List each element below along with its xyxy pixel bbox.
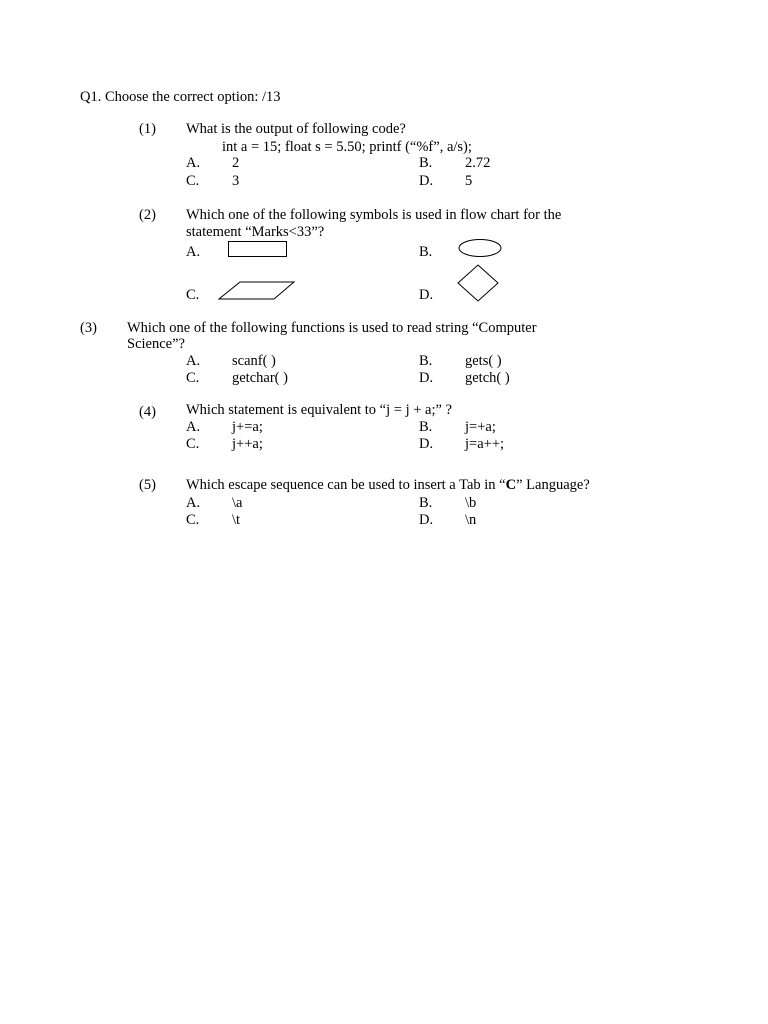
question-text: What is the output of following code?: [186, 121, 406, 137]
option-value: \t: [232, 512, 241, 528]
option-value: j=a++;: [465, 436, 505, 452]
option-letter: B.: [419, 244, 433, 260]
question-number: (4): [139, 404, 156, 420]
option-letter: B.: [419, 419, 433, 435]
question-number: (2): [139, 207, 156, 223]
option-letter: B.: [419, 353, 433, 369]
code-snippet: int a = 15; float s = 5.50; printf (“%f”, a/s);: [222, 139, 472, 155]
question-text: Which one of the following symbols is used in flow chart for the: [186, 207, 562, 223]
option-value: 2.72: [465, 155, 491, 171]
language-name: C: [505, 477, 517, 493]
parallelogram-io-symbol: [216, 279, 298, 303]
option-letter: C.: [186, 287, 200, 303]
option-value: j++a;: [232, 436, 263, 452]
option-value: 3: [232, 173, 240, 189]
question-text-part: ” Language?: [516, 477, 590, 493]
ellipse-terminal-symbol: [456, 237, 504, 259]
option-value: scanf( ): [232, 353, 276, 369]
option-letter: A.: [186, 495, 201, 511]
option-letter: A.: [186, 155, 201, 171]
option-letter: A.: [186, 244, 201, 260]
option-letter: B.: [419, 155, 433, 171]
option-value: gets( ): [465, 353, 502, 369]
question-text: [186, 477, 590, 493]
option-letter: D.: [419, 173, 434, 189]
option-value: getch( ): [465, 370, 510, 386]
option-value: 2: [232, 155, 240, 171]
option-letter: C.: [186, 370, 200, 386]
question-number: (3): [80, 320, 97, 336]
option-value: j+=a;: [232, 419, 263, 435]
question-text: statement “Marks<33”?: [186, 224, 325, 240]
question-number: (1): [139, 121, 156, 137]
question-text: Which statement is equivalent to “j = j + a;” ?: [186, 402, 452, 418]
quiz-header: Q1. Choose the correct option: /13: [80, 89, 281, 105]
option-value: j=+a;: [465, 419, 496, 435]
option-letter: B.: [419, 495, 433, 511]
diamond-decision-symbol: [455, 263, 501, 303]
question-number: (5): [139, 477, 156, 493]
question-text: Which one of the following functions is used to read string “Computer: [127, 320, 537, 336]
option-letter: D.: [419, 370, 434, 386]
option-letter: A.: [186, 353, 201, 369]
rectangle-process-symbol: [226, 239, 290, 259]
question-text: Science”?: [127, 336, 185, 352]
option-letter: D.: [419, 436, 434, 452]
option-value: getchar( ): [232, 370, 288, 386]
option-value: \b: [465, 495, 477, 511]
option-letter: C.: [186, 512, 200, 528]
option-letter: A.: [186, 419, 201, 435]
option-letter: D.: [419, 512, 434, 528]
option-value: \n: [465, 512, 477, 528]
option-value: 5: [465, 173, 473, 189]
option-value: \a: [232, 495, 243, 511]
option-letter: C.: [186, 436, 200, 452]
option-letter: C.: [186, 173, 200, 189]
question-text-part: Which escape sequence can be used to insert a Tab in “: [186, 477, 506, 493]
option-letter: D.: [419, 287, 434, 303]
